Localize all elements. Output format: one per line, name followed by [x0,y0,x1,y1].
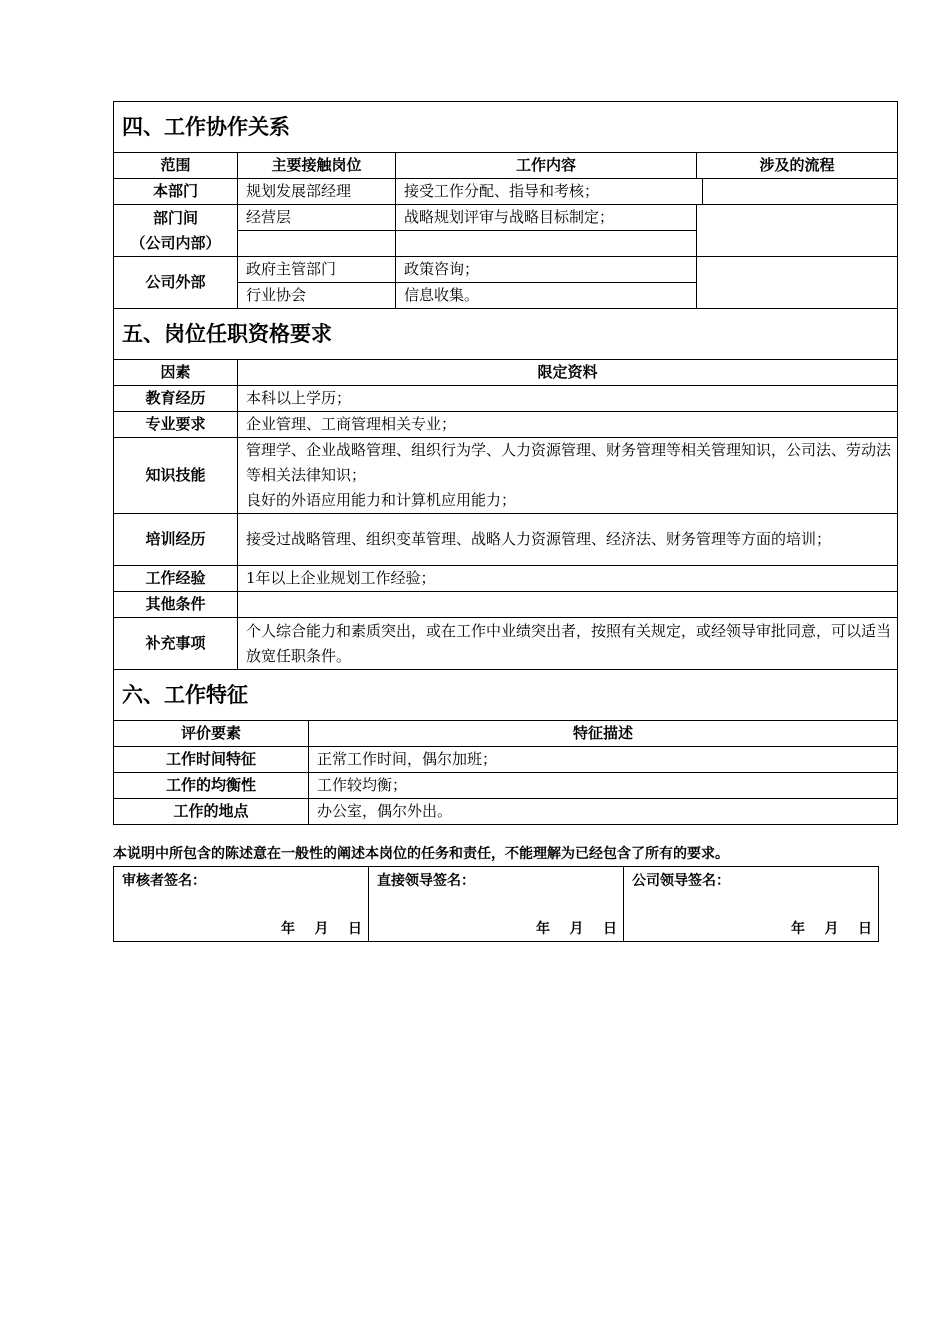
detail-knowledge-line2: 良好的外语应用能力和计算机应用能力； [246,491,517,509]
table-row [114,514,898,566]
table-row [114,386,898,412]
post-cell: 经营层 [238,205,395,231]
factor-supplement: 补充事项 [114,618,238,670]
header-eval-factor: 评价要素 [114,721,309,747]
header-factor: 因素 [114,360,238,386]
external-post-col [238,257,396,308]
header-post: 主要接触岗位 [238,153,396,179]
table-row [114,773,898,799]
scope-inter-dept [114,205,238,257]
feature-factor: 工作时间特征 [114,747,309,773]
section6-header-row [114,721,898,747]
scope-own-dept: 本部门 [114,179,238,205]
factor-other: 其他条件 [114,592,238,618]
table-row [114,179,898,205]
factor-education: 教育经历 [114,386,238,412]
header-detail: 限定资料 [238,360,898,386]
signature-direct-leader[interactable] [369,867,624,942]
content-cell: 战略规划评审与战略目标制定； [396,205,696,231]
detail-knowledge [238,438,898,514]
header-content: 工作内容 [396,153,697,178]
signature-reviewer[interactable] [114,867,369,942]
feature-factor: 工作的均衡性 [114,773,309,799]
content-cell: 政策咨询； [396,257,696,283]
header-scope: 范围 [114,153,238,179]
table-row [114,799,898,825]
section6-title: 六、工作特征 [114,670,898,721]
table-row [114,205,898,257]
signature-row [114,867,879,942]
post-cell-empty [238,231,395,256]
content-process-cell [396,179,898,205]
process-cell [703,179,897,204]
detail-supplement: 个人综合能力和素质突出，或在工作中业绩突出者，按照有关规定，或经领导审批同意，可以适当放宽任职条件。 [238,618,898,670]
feature-factor: 工作的地点 [114,799,309,825]
inter-post-col [238,205,396,256]
process-cell [697,205,897,256]
content-cell: 信息收集。 [404,286,480,304]
factor-major: 专业要求 [114,412,238,438]
signature-company-leader[interactable] [624,867,879,942]
external-block [238,257,898,309]
section4-title: 四、工作协作关系 [114,102,898,153]
table-row [114,257,898,309]
post-cell: 规划发展部经理 [238,179,396,205]
section4-title-row [114,102,898,153]
content-cell-empty [396,231,696,256]
table-row [114,412,898,438]
factor-training: 培训经历 [114,514,238,566]
signature-label: 公司领导签名： [632,873,730,889]
disclaimer-note: 本说明中所包含的陈述意在一般性的阐述本岗位的任务和责任，不能理解为已经包含了所有的要求。 [113,846,729,862]
table-row [114,592,898,618]
signature-date: 年 月 日 [791,921,872,937]
process-cell [697,257,897,308]
detail-major: 企业管理、工商管理相关专业； [238,412,898,438]
post-cell: 行业协会 [246,286,307,304]
detail-education: 本科以上学历； [238,386,898,412]
factor-experience: 工作经验 [114,566,238,592]
scope-inter-line2: （公司内部） [130,233,221,252]
inter-content-col [396,205,697,256]
feature-desc: 工作较均衡； [309,773,898,799]
section6-title-row [114,670,898,721]
signature-date: 年 月 日 [281,921,362,937]
section4-header-row [114,153,898,179]
job-description-table [113,101,898,825]
feature-desc: 办公室，偶尔外出。 [309,799,898,825]
table-row [114,438,898,514]
signature-table [113,866,879,942]
inter-dept-block [238,205,898,257]
detail-other [238,592,898,618]
signature-label: 审核者签名： [122,873,206,889]
header-process: 涉及的流程 [759,156,835,174]
scope-external: 公司外部 [114,257,238,309]
post-cell: 政府主管部门 [238,257,395,283]
signature-label: 直接领导签名： [377,873,475,889]
content-cell: 接受工作分配、指导和考核； [396,179,703,204]
table-row [114,747,898,773]
section5-title: 五、岗位任职资格要求 [114,309,898,360]
table-row [114,566,898,592]
scope-inter-line1: 部门间 [152,208,198,227]
detail-experience: 1年以上企业规划工作经验； [238,566,898,592]
header-feature-desc: 特征描述 [309,721,898,747]
signature-date: 年 月 日 [536,921,617,937]
header-content-process [396,153,898,179]
section5-header-row [114,360,898,386]
section5-title-row [114,309,898,360]
table-row [114,618,898,670]
detail-knowledge-line1: 管理学、企业战略管理、组织行为学、人力资源管理、财务管理等相关管理知识，公司法、劳动法等相关法律知识； [246,441,892,484]
external-content-col [396,257,697,308]
detail-training: 接受过战略管理、组织变革管理、战略人力资源管理、经济法、财务管理等方面的培训； [238,514,898,566]
factor-knowledge: 知识技能 [114,438,238,514]
feature-desc: 正常工作时间，偶尔加班； [309,747,898,773]
